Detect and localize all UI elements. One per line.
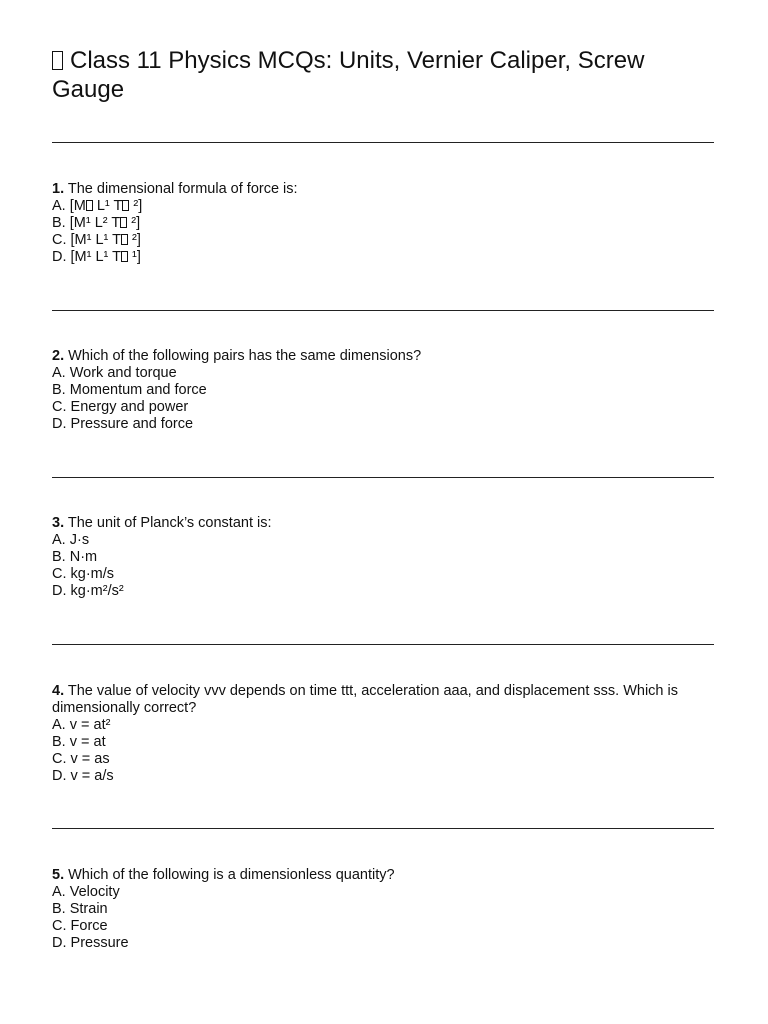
option-c <box>52 566 714 583</box>
option-text: ²] <box>129 198 143 214</box>
option-label: B. <box>52 734 66 750</box>
option-c <box>52 751 714 768</box>
option-text: L¹ T <box>92 198 123 214</box>
option-label: C. <box>52 399 67 415</box>
question-1 <box>52 181 714 266</box>
option-a <box>52 198 714 215</box>
option-label: B. <box>52 215 66 231</box>
option-text: v = a/s <box>70 768 114 784</box>
option-d <box>52 249 714 266</box>
option-label: C. <box>52 918 67 934</box>
option-b <box>52 549 714 566</box>
option-label: D. <box>52 768 67 784</box>
option-label: D. <box>52 583 67 599</box>
option-text: [M¹ L¹ T <box>70 232 122 248</box>
option-label: A. <box>52 365 66 381</box>
question-number: 2. <box>52 348 65 364</box>
question-stem: The unit of Planck’s constant is: <box>67 515 272 531</box>
option-d <box>52 583 714 600</box>
option-text: J·s <box>69 532 90 548</box>
option-a <box>52 717 714 734</box>
missing-glyph-icon <box>121 234 128 245</box>
option-text: Momentum and force <box>69 382 207 398</box>
option-label: A. <box>52 717 66 733</box>
question-text <box>52 348 714 365</box>
page-title <box>52 46 714 104</box>
question-2 <box>52 348 714 433</box>
option-b <box>52 734 714 751</box>
missing-glyph-icon <box>121 251 128 262</box>
option-text: [M <box>69 198 86 214</box>
option-text: ¹] <box>128 249 141 265</box>
missing-glyph-icon <box>86 200 93 211</box>
option-label: A. <box>52 198 66 214</box>
page-title-text: Class 11 Physics MCQs: Units, Vernier Caliper, Screw Gauge <box>52 47 645 103</box>
option-label: B. <box>52 549 66 565</box>
option-label: D. <box>52 935 67 951</box>
option-text: [M¹ L² T <box>69 215 121 231</box>
option-text: [M¹ L¹ T <box>70 249 122 265</box>
question-text <box>52 683 714 717</box>
option-c <box>52 232 714 249</box>
option-text: ²] <box>128 232 141 248</box>
option-label: C. <box>52 751 67 767</box>
divider <box>52 310 714 311</box>
question-3 <box>52 515 714 600</box>
question-number: 4. <box>52 683 65 699</box>
question-5 <box>52 867 714 952</box>
option-text: Pressure and force <box>70 416 194 432</box>
question-text <box>52 867 714 884</box>
option-b <box>52 901 714 918</box>
option-a <box>52 365 714 382</box>
question-4 <box>52 683 714 785</box>
question-text <box>52 515 714 532</box>
divider <box>52 142 714 143</box>
divider <box>52 828 714 829</box>
option-c <box>52 918 714 935</box>
option-d <box>52 768 714 785</box>
missing-glyph-icon <box>52 51 63 70</box>
option-text: Force <box>70 918 108 934</box>
option-label: D. <box>52 416 67 432</box>
option-label: C. <box>52 566 67 582</box>
option-text: v = at² <box>69 717 111 733</box>
option-text: Pressure <box>70 935 129 951</box>
question-stem: Which of the following is a dimensionless quantity? <box>68 867 395 883</box>
option-label: A. <box>52 884 66 900</box>
question-stem: Which of the following pairs has the same dimensions? <box>68 348 422 364</box>
option-a <box>52 884 714 901</box>
question-number: 1. <box>52 181 65 197</box>
option-text: N·m <box>69 549 98 565</box>
option-text: kg·m²/s² <box>70 583 124 599</box>
option-text: v = as <box>70 751 110 767</box>
option-label: B. <box>52 382 66 398</box>
option-label: C. <box>52 232 67 248</box>
question-stem: The value of velocity vvv depends on time ttt, acceleration aaa, and displacement sss. Which is dimensionally correct? <box>52 683 678 716</box>
divider <box>52 477 714 478</box>
option-text: Energy and power <box>70 399 189 415</box>
question-stem: The dimensional formula of force is: <box>67 181 298 197</box>
option-b <box>52 215 714 232</box>
option-label: A. <box>52 532 66 548</box>
option-text: Velocity <box>69 884 120 900</box>
question-text <box>52 181 714 198</box>
option-d <box>52 416 714 433</box>
option-b <box>52 382 714 399</box>
option-label: B. <box>52 901 66 917</box>
option-text: kg·m/s <box>70 566 115 582</box>
option-label: D. <box>52 249 67 265</box>
divider <box>52 644 714 645</box>
option-a <box>52 532 714 549</box>
option-d <box>52 935 714 952</box>
option-text: Strain <box>69 901 108 917</box>
option-text: v = at <box>69 734 106 750</box>
option-text: Work and torque <box>69 365 177 381</box>
option-text: ²] <box>127 215 141 231</box>
question-number: 5. <box>52 867 65 883</box>
option-c <box>52 399 714 416</box>
question-number: 3. <box>52 515 65 531</box>
